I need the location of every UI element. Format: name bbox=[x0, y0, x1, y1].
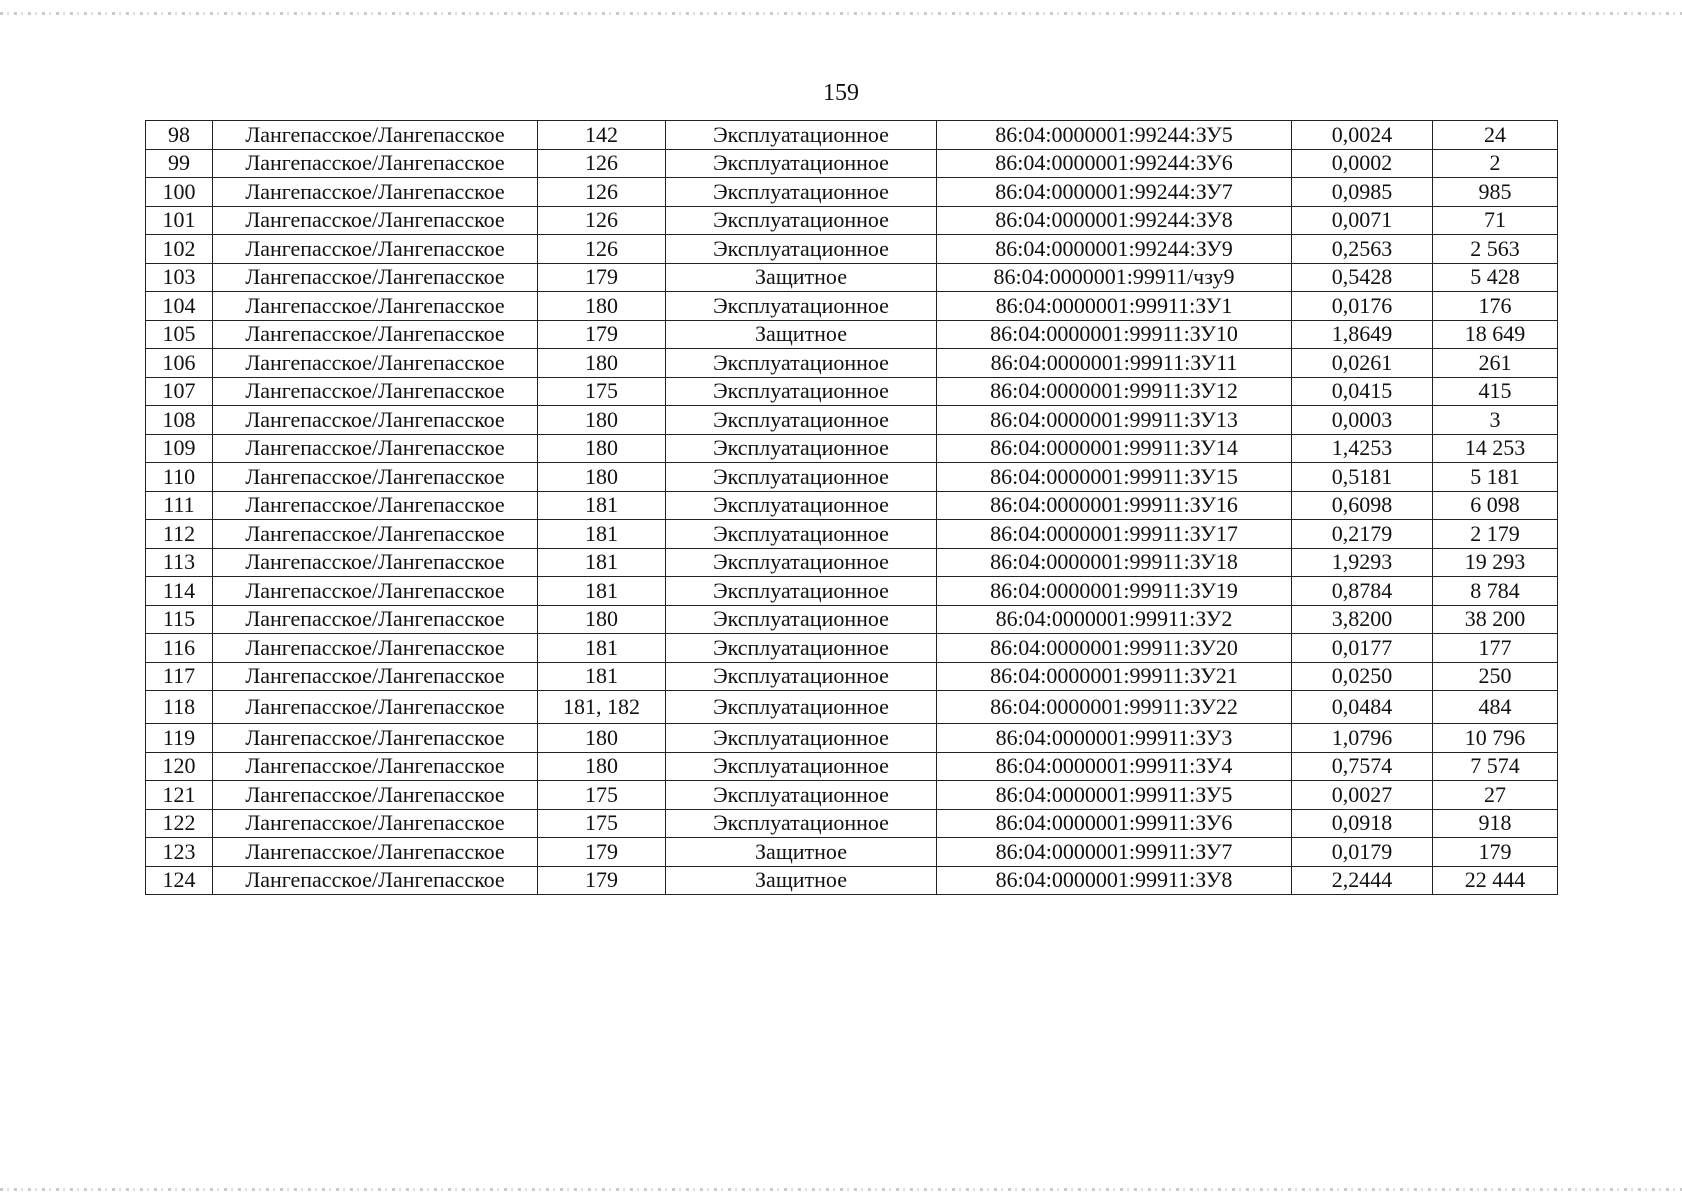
field-name-cell: Лангепасское/Лангепасское bbox=[213, 406, 538, 435]
well-type-cell: Эксплуатационное bbox=[666, 520, 937, 549]
row-number-cell: 118 bbox=[146, 691, 213, 724]
area-hectares-cell: 0,0177 bbox=[1292, 634, 1433, 663]
table-row bbox=[146, 263, 1558, 292]
area-hectares-cell: 0,0071 bbox=[1292, 206, 1433, 235]
row-number-cell: 99 bbox=[146, 149, 213, 178]
table-row bbox=[146, 752, 1558, 781]
well-type-cell: Эксплуатационное bbox=[666, 752, 937, 781]
cadastral-number-cell: 86:04:0000001:99911:ЗУ17 bbox=[937, 520, 1292, 549]
area-square-meters-cell: 2 563 bbox=[1433, 235, 1558, 264]
cadastral-number-cell: 86:04:0000001:99911:ЗУ20 bbox=[937, 634, 1292, 663]
site-number-cell: 180 bbox=[538, 292, 666, 321]
area-hectares-cell: 0,2563 bbox=[1292, 235, 1433, 264]
site-number-cell: 181, 182 bbox=[538, 691, 666, 724]
row-number-cell: 113 bbox=[146, 548, 213, 577]
field-name-cell: Лангепасское/Лангепасское bbox=[213, 349, 538, 378]
cadastral-number-cell: 86:04:0000001:99911:ЗУ16 bbox=[937, 491, 1292, 520]
table-row bbox=[146, 809, 1558, 838]
site-number-cell: 179 bbox=[538, 838, 666, 867]
row-number-cell: 123 bbox=[146, 838, 213, 867]
table-row bbox=[146, 605, 1558, 634]
row-number-cell: 101 bbox=[146, 206, 213, 235]
site-number-cell: 175 bbox=[538, 781, 666, 810]
site-number-cell: 126 bbox=[538, 206, 666, 235]
well-type-cell: Защитное bbox=[666, 838, 937, 867]
area-square-meters-cell: 179 bbox=[1433, 838, 1558, 867]
site-number-cell: 180 bbox=[538, 406, 666, 435]
cadastral-number-cell: 86:04:0000001:99911:ЗУ6 bbox=[937, 809, 1292, 838]
table-row bbox=[146, 434, 1558, 463]
area-square-meters-cell: 2 179 bbox=[1433, 520, 1558, 549]
area-square-meters-cell: 176 bbox=[1433, 292, 1558, 321]
field-name-cell: Лангепасское/Лангепасское bbox=[213, 520, 538, 549]
area-hectares-cell: 0,8784 bbox=[1292, 577, 1433, 606]
well-type-cell: Эксплуатационное bbox=[666, 149, 937, 178]
area-hectares-cell: 1,0796 bbox=[1292, 724, 1433, 753]
row-number-cell: 100 bbox=[146, 178, 213, 207]
site-number-cell: 181 bbox=[538, 548, 666, 577]
cadastral-number-cell: 86:04:0000001:99911:ЗУ11 bbox=[937, 349, 1292, 378]
area-square-meters-cell: 484 bbox=[1433, 691, 1558, 724]
field-name-cell: Лангепасское/Лангепасское bbox=[213, 577, 538, 606]
cadastral-number-cell: 86:04:0000001:99911/чзу9 bbox=[937, 263, 1292, 292]
cadastral-number-cell: 86:04:0000001:99911:ЗУ3 bbox=[937, 724, 1292, 753]
field-name-cell: Лангепасское/Лангепасское bbox=[213, 149, 538, 178]
area-hectares-cell: 1,8649 bbox=[1292, 320, 1433, 349]
area-square-meters-cell: 24 bbox=[1433, 121, 1558, 150]
well-type-cell: Эксплуатационное bbox=[666, 781, 937, 810]
cadastral-number-cell: 86:04:0000001:99244:ЗУ7 bbox=[937, 178, 1292, 207]
cadastral-number-cell: 86:04:0000001:99911:ЗУ10 bbox=[937, 320, 1292, 349]
area-square-meters-cell: 2 bbox=[1433, 149, 1558, 178]
row-number-cell: 116 bbox=[146, 634, 213, 663]
site-number-cell: 181 bbox=[538, 520, 666, 549]
row-number-cell: 112 bbox=[146, 520, 213, 549]
row-number-cell: 117 bbox=[146, 662, 213, 691]
field-name-cell: Лангепасское/Лангепасское bbox=[213, 178, 538, 207]
area-square-meters-cell: 22 444 bbox=[1433, 866, 1558, 895]
table-body bbox=[146, 121, 1558, 895]
site-number-cell: 175 bbox=[538, 377, 666, 406]
row-number-cell: 110 bbox=[146, 463, 213, 492]
well-type-cell: Эксплуатационное bbox=[666, 809, 937, 838]
area-hectares-cell: 0,0985 bbox=[1292, 178, 1433, 207]
table-row bbox=[146, 520, 1558, 549]
well-type-cell: Эксплуатационное bbox=[666, 724, 937, 753]
cadastral-number-cell: 86:04:0000001:99911:ЗУ2 bbox=[937, 605, 1292, 634]
area-square-meters-cell: 10 796 bbox=[1433, 724, 1558, 753]
field-name-cell: Лангепасское/Лангепасское bbox=[213, 548, 538, 577]
land-plot-table bbox=[145, 120, 1558, 895]
area-square-meters-cell: 19 293 bbox=[1433, 548, 1558, 577]
table-row bbox=[146, 406, 1558, 435]
area-hectares-cell: 0,5181 bbox=[1292, 463, 1433, 492]
area-square-meters-cell: 71 bbox=[1433, 206, 1558, 235]
area-square-meters-cell: 261 bbox=[1433, 349, 1558, 378]
cadastral-number-cell: 86:04:0000001:99911:ЗУ15 bbox=[937, 463, 1292, 492]
table-row bbox=[146, 377, 1558, 406]
table-row bbox=[146, 178, 1558, 207]
area-square-meters-cell: 918 bbox=[1433, 809, 1558, 838]
row-number-cell: 103 bbox=[146, 263, 213, 292]
table-row bbox=[146, 634, 1558, 663]
field-name-cell: Лангепасское/Лангепасское bbox=[213, 292, 538, 321]
table-row bbox=[146, 724, 1558, 753]
table-row bbox=[146, 548, 1558, 577]
cadastral-number-cell: 86:04:0000001:99911:ЗУ18 bbox=[937, 548, 1292, 577]
area-square-meters-cell: 7 574 bbox=[1433, 752, 1558, 781]
area-square-meters-cell: 177 bbox=[1433, 634, 1558, 663]
site-number-cell: 181 bbox=[538, 634, 666, 663]
scan-edge-top bbox=[0, 12, 1682, 15]
site-number-cell: 126 bbox=[538, 178, 666, 207]
site-number-cell: 181 bbox=[538, 491, 666, 520]
field-name-cell: Лангепасское/Лангепасское bbox=[213, 320, 538, 349]
well-type-cell: Эксплуатационное bbox=[666, 662, 937, 691]
area-square-meters-cell: 415 bbox=[1433, 377, 1558, 406]
row-number-cell: 98 bbox=[146, 121, 213, 150]
cadastral-number-cell: 86:04:0000001:99911:ЗУ4 bbox=[937, 752, 1292, 781]
table-row bbox=[146, 691, 1558, 724]
table-row bbox=[146, 206, 1558, 235]
field-name-cell: Лангепасское/Лангепасское bbox=[213, 781, 538, 810]
area-hectares-cell: 0,0002 bbox=[1292, 149, 1433, 178]
well-type-cell: Эксплуатационное bbox=[666, 349, 937, 378]
site-number-cell: 180 bbox=[538, 349, 666, 378]
table-row bbox=[146, 121, 1558, 150]
table-row bbox=[146, 149, 1558, 178]
area-square-meters-cell: 5 181 bbox=[1433, 463, 1558, 492]
site-number-cell: 181 bbox=[538, 577, 666, 606]
site-number-cell: 179 bbox=[538, 320, 666, 349]
row-number-cell: 114 bbox=[146, 577, 213, 606]
row-number-cell: 111 bbox=[146, 491, 213, 520]
well-type-cell: Защитное bbox=[666, 263, 937, 292]
row-number-cell: 108 bbox=[146, 406, 213, 435]
area-square-meters-cell: 5 428 bbox=[1433, 263, 1558, 292]
area-hectares-cell: 0,0179 bbox=[1292, 838, 1433, 867]
row-number-cell: 109 bbox=[146, 434, 213, 463]
field-name-cell: Лангепасское/Лангепасское bbox=[213, 463, 538, 492]
cadastral-number-cell: 86:04:0000001:99244:ЗУ5 bbox=[937, 121, 1292, 150]
cadastral-number-cell: 86:04:0000001:99911:ЗУ7 bbox=[937, 838, 1292, 867]
area-hectares-cell: 3,8200 bbox=[1292, 605, 1433, 634]
area-square-meters-cell: 985 bbox=[1433, 178, 1558, 207]
scan-edge-bottom bbox=[0, 1188, 1682, 1191]
cadastral-number-cell: 86:04:0000001:99244:ЗУ6 bbox=[937, 149, 1292, 178]
field-name-cell: Лангепасское/Лангепасское bbox=[213, 434, 538, 463]
site-number-cell: 179 bbox=[538, 866, 666, 895]
field-name-cell: Лангепасское/Лангепасское bbox=[213, 235, 538, 264]
table-row bbox=[146, 349, 1558, 378]
field-name-cell: Лангепасское/Лангепасское bbox=[213, 866, 538, 895]
area-square-meters-cell: 6 098 bbox=[1433, 491, 1558, 520]
field-name-cell: Лангепасское/Лангепасское bbox=[213, 634, 538, 663]
table-row bbox=[146, 463, 1558, 492]
site-number-cell: 180 bbox=[538, 752, 666, 781]
cadastral-number-cell: 86:04:0000001:99911:ЗУ12 bbox=[937, 377, 1292, 406]
cadastral-number-cell: 86:04:0000001:99911:ЗУ19 bbox=[937, 577, 1292, 606]
table-row bbox=[146, 781, 1558, 810]
area-hectares-cell: 0,0484 bbox=[1292, 691, 1433, 724]
area-hectares-cell: 0,6098 bbox=[1292, 491, 1433, 520]
table-row bbox=[146, 662, 1558, 691]
cadastral-number-cell: 86:04:0000001:99911:ЗУ5 bbox=[937, 781, 1292, 810]
cadastral-number-cell: 86:04:0000001:99244:ЗУ9 bbox=[937, 235, 1292, 264]
table-row bbox=[146, 491, 1558, 520]
well-type-cell: Эксплуатационное bbox=[666, 463, 937, 492]
site-number-cell: 180 bbox=[538, 724, 666, 753]
area-hectares-cell: 0,0176 bbox=[1292, 292, 1433, 321]
cadastral-number-cell: 86:04:0000001:99911:ЗУ22 bbox=[937, 691, 1292, 724]
area-hectares-cell: 0,0250 bbox=[1292, 662, 1433, 691]
well-type-cell: Эксплуатационное bbox=[666, 406, 937, 435]
well-type-cell: Эксплуатационное bbox=[666, 235, 937, 264]
cadastral-number-cell: 86:04:0000001:99244:ЗУ8 bbox=[937, 206, 1292, 235]
area-square-meters-cell: 14 253 bbox=[1433, 434, 1558, 463]
well-type-cell: Эксплуатационное bbox=[666, 491, 937, 520]
well-type-cell: Эксплуатационное bbox=[666, 292, 937, 321]
area-hectares-cell: 1,9293 bbox=[1292, 548, 1433, 577]
field-name-cell: Лангепасское/Лангепасское bbox=[213, 662, 538, 691]
cadastral-number-cell: 86:04:0000001:99911:ЗУ13 bbox=[937, 406, 1292, 435]
site-number-cell: 180 bbox=[538, 605, 666, 634]
well-type-cell: Эксплуатационное bbox=[666, 434, 937, 463]
site-number-cell: 180 bbox=[538, 463, 666, 492]
row-number-cell: 105 bbox=[146, 320, 213, 349]
well-type-cell: Эксплуатационное bbox=[666, 577, 937, 606]
area-hectares-cell: 0,0003 bbox=[1292, 406, 1433, 435]
site-number-cell: 126 bbox=[538, 149, 666, 178]
area-hectares-cell: 0,0415 bbox=[1292, 377, 1433, 406]
table-row bbox=[146, 235, 1558, 264]
field-name-cell: Лангепасское/Лангепасское bbox=[213, 377, 538, 406]
row-number-cell: 121 bbox=[146, 781, 213, 810]
well-type-cell: Защитное bbox=[666, 866, 937, 895]
cadastral-number-cell: 86:04:0000001:99911:ЗУ21 bbox=[937, 662, 1292, 691]
well-type-cell: Эксплуатационное bbox=[666, 121, 937, 150]
row-number-cell: 107 bbox=[146, 377, 213, 406]
area-square-meters-cell: 3 bbox=[1433, 406, 1558, 435]
field-name-cell: Лангепасское/Лангепасское bbox=[213, 724, 538, 753]
table-row bbox=[146, 838, 1558, 867]
area-hectares-cell: 0,0027 bbox=[1292, 781, 1433, 810]
field-name-cell: Лангепасское/Лангепасское bbox=[213, 838, 538, 867]
page-number: 159 bbox=[823, 80, 859, 106]
row-number-cell: 102 bbox=[146, 235, 213, 264]
row-number-cell: 124 bbox=[146, 866, 213, 895]
row-number-cell: 106 bbox=[146, 349, 213, 378]
site-number-cell: 175 bbox=[538, 809, 666, 838]
area-hectares-cell: 0,0918 bbox=[1292, 809, 1433, 838]
well-type-cell: Эксплуатационное bbox=[666, 691, 937, 724]
table-row bbox=[146, 320, 1558, 349]
site-number-cell: 179 bbox=[538, 263, 666, 292]
row-number-cell: 120 bbox=[146, 752, 213, 781]
well-type-cell: Эксплуатационное bbox=[666, 605, 937, 634]
table-row bbox=[146, 577, 1558, 606]
cadastral-number-cell: 86:04:0000001:99911:ЗУ1 bbox=[937, 292, 1292, 321]
area-hectares-cell: 0,0261 bbox=[1292, 349, 1433, 378]
site-number-cell: 180 bbox=[538, 434, 666, 463]
row-number-cell: 122 bbox=[146, 809, 213, 838]
area-hectares-cell: 2,2444 bbox=[1292, 866, 1433, 895]
row-number-cell: 119 bbox=[146, 724, 213, 753]
field-name-cell: Лангепасское/Лангепасское bbox=[213, 206, 538, 235]
field-name-cell: Лангепасское/Лангепасское bbox=[213, 121, 538, 150]
well-type-cell: Эксплуатационное bbox=[666, 548, 937, 577]
well-type-cell: Эксплуатационное bbox=[666, 206, 937, 235]
well-type-cell: Эксплуатационное bbox=[666, 377, 937, 406]
well-type-cell: Эксплуатационное bbox=[666, 178, 937, 207]
area-hectares-cell: 0,2179 bbox=[1292, 520, 1433, 549]
area-square-meters-cell: 27 bbox=[1433, 781, 1558, 810]
field-name-cell: Лангепасское/Лангепасское bbox=[213, 691, 538, 724]
table-row bbox=[146, 292, 1558, 321]
area-hectares-cell: 0,5428 bbox=[1292, 263, 1433, 292]
well-type-cell: Эксплуатационное bbox=[666, 634, 937, 663]
site-number-cell: 142 bbox=[538, 121, 666, 150]
area-square-meters-cell: 18 649 bbox=[1433, 320, 1558, 349]
site-number-cell: 126 bbox=[538, 235, 666, 264]
area-hectares-cell: 1,4253 bbox=[1292, 434, 1433, 463]
well-type-cell: Защитное bbox=[666, 320, 937, 349]
field-name-cell: Лангепасское/Лангепасское bbox=[213, 263, 538, 292]
field-name-cell: Лангепасское/Лангепасское bbox=[213, 809, 538, 838]
area-hectares-cell: 0,7574 bbox=[1292, 752, 1433, 781]
site-number-cell: 181 bbox=[538, 662, 666, 691]
cadastral-number-cell: 86:04:0000001:99911:ЗУ14 bbox=[937, 434, 1292, 463]
area-hectares-cell: 0,0024 bbox=[1292, 121, 1433, 150]
table-row bbox=[146, 866, 1558, 895]
area-square-meters-cell: 8 784 bbox=[1433, 577, 1558, 606]
cadastral-number-cell: 86:04:0000001:99911:ЗУ8 bbox=[937, 866, 1292, 895]
area-square-meters-cell: 38 200 bbox=[1433, 605, 1558, 634]
field-name-cell: Лангепасское/Лангепасское bbox=[213, 605, 538, 634]
area-square-meters-cell: 250 bbox=[1433, 662, 1558, 691]
row-number-cell: 115 bbox=[146, 605, 213, 634]
field-name-cell: Лангепасское/Лангепасское bbox=[213, 752, 538, 781]
row-number-cell: 104 bbox=[146, 292, 213, 321]
field-name-cell: Лангепасское/Лангепасское bbox=[213, 491, 538, 520]
